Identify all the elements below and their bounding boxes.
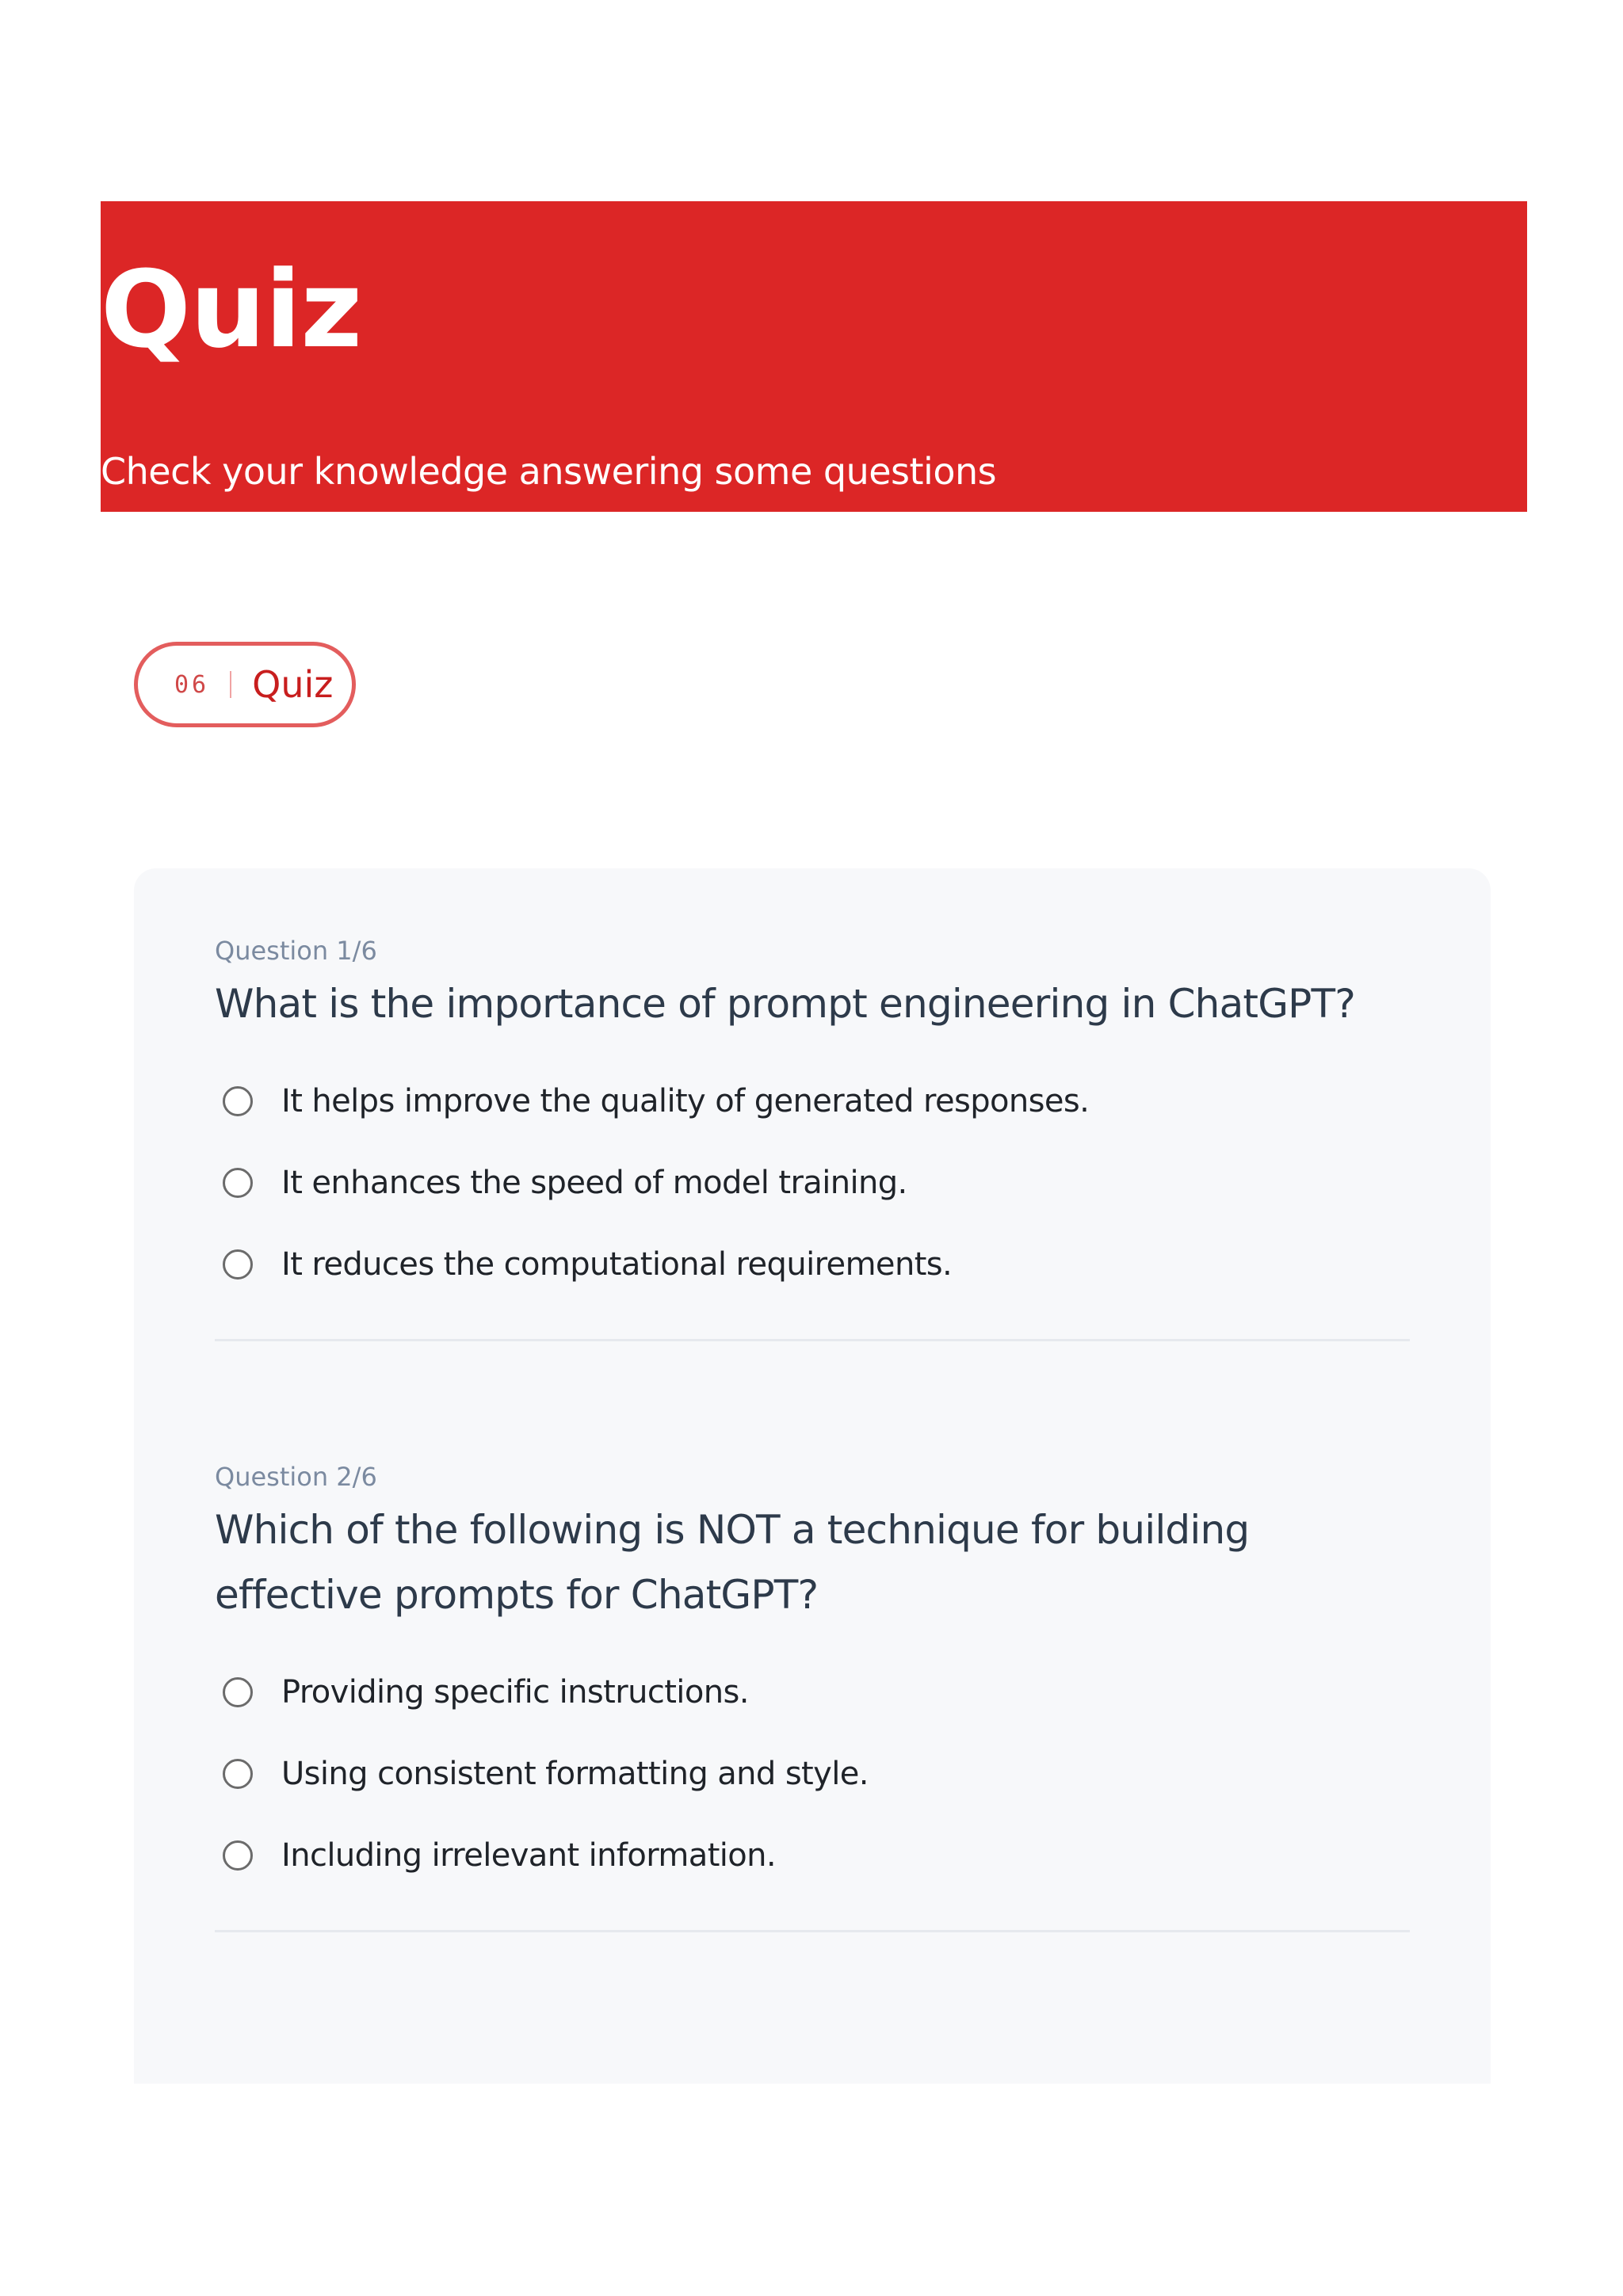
question-number: Question 1/6 xyxy=(215,936,377,966)
answer-label: It reduces the computational requirements. xyxy=(281,1245,953,1283)
section-number: 06 xyxy=(174,670,210,699)
answer-option[interactable] xyxy=(215,1060,1410,1142)
answer-options xyxy=(215,1651,1410,1896)
radio-button[interactable] xyxy=(223,1168,253,1198)
answer-options xyxy=(215,1060,1410,1305)
section-badge xyxy=(134,642,356,727)
answer-label: It enhances the speed of model training. xyxy=(281,1164,907,1201)
answer-option[interactable] xyxy=(215,1651,1410,1733)
quiz-card xyxy=(134,868,1491,2084)
section-label: Quiz xyxy=(252,663,334,706)
radio-button[interactable] xyxy=(223,1840,253,1871)
header-banner xyxy=(101,201,1527,512)
radio-button[interactable] xyxy=(223,1249,253,1280)
answer-label: Using consistent formatting and style. xyxy=(281,1755,869,1792)
radio-button[interactable] xyxy=(223,1759,253,1789)
answer-label: Including irrelevant information. xyxy=(281,1836,777,1874)
question-divider xyxy=(215,1339,1410,1341)
question-text: What is the importance of prompt engineering in ChatGPT? xyxy=(215,981,1355,1027)
answer-option[interactable] xyxy=(215,1142,1410,1223)
answer-option[interactable] xyxy=(215,1223,1410,1305)
answer-label: Providing specific instructions. xyxy=(281,1673,749,1711)
radio-button[interactable] xyxy=(223,1677,253,1707)
page-title: Quiz xyxy=(101,248,362,372)
answer-label: It helps improve the quality of generated responses. xyxy=(281,1082,1090,1119)
page-subtitle: Check your knowledge answering some questions xyxy=(101,450,997,493)
radio-button[interactable] xyxy=(223,1086,253,1116)
answer-option[interactable] xyxy=(215,1733,1410,1814)
question-1 xyxy=(215,938,1410,1305)
answer-option[interactable] xyxy=(215,1814,1410,1896)
question-number: Question 2/6 xyxy=(215,1462,377,1492)
question-2 xyxy=(215,1464,1410,1896)
question-text: Which of the following is NOT a technique for building effective prompts for ChatGPT? xyxy=(215,1507,1250,1618)
question-divider xyxy=(215,1930,1410,1932)
section-separator xyxy=(230,671,231,698)
